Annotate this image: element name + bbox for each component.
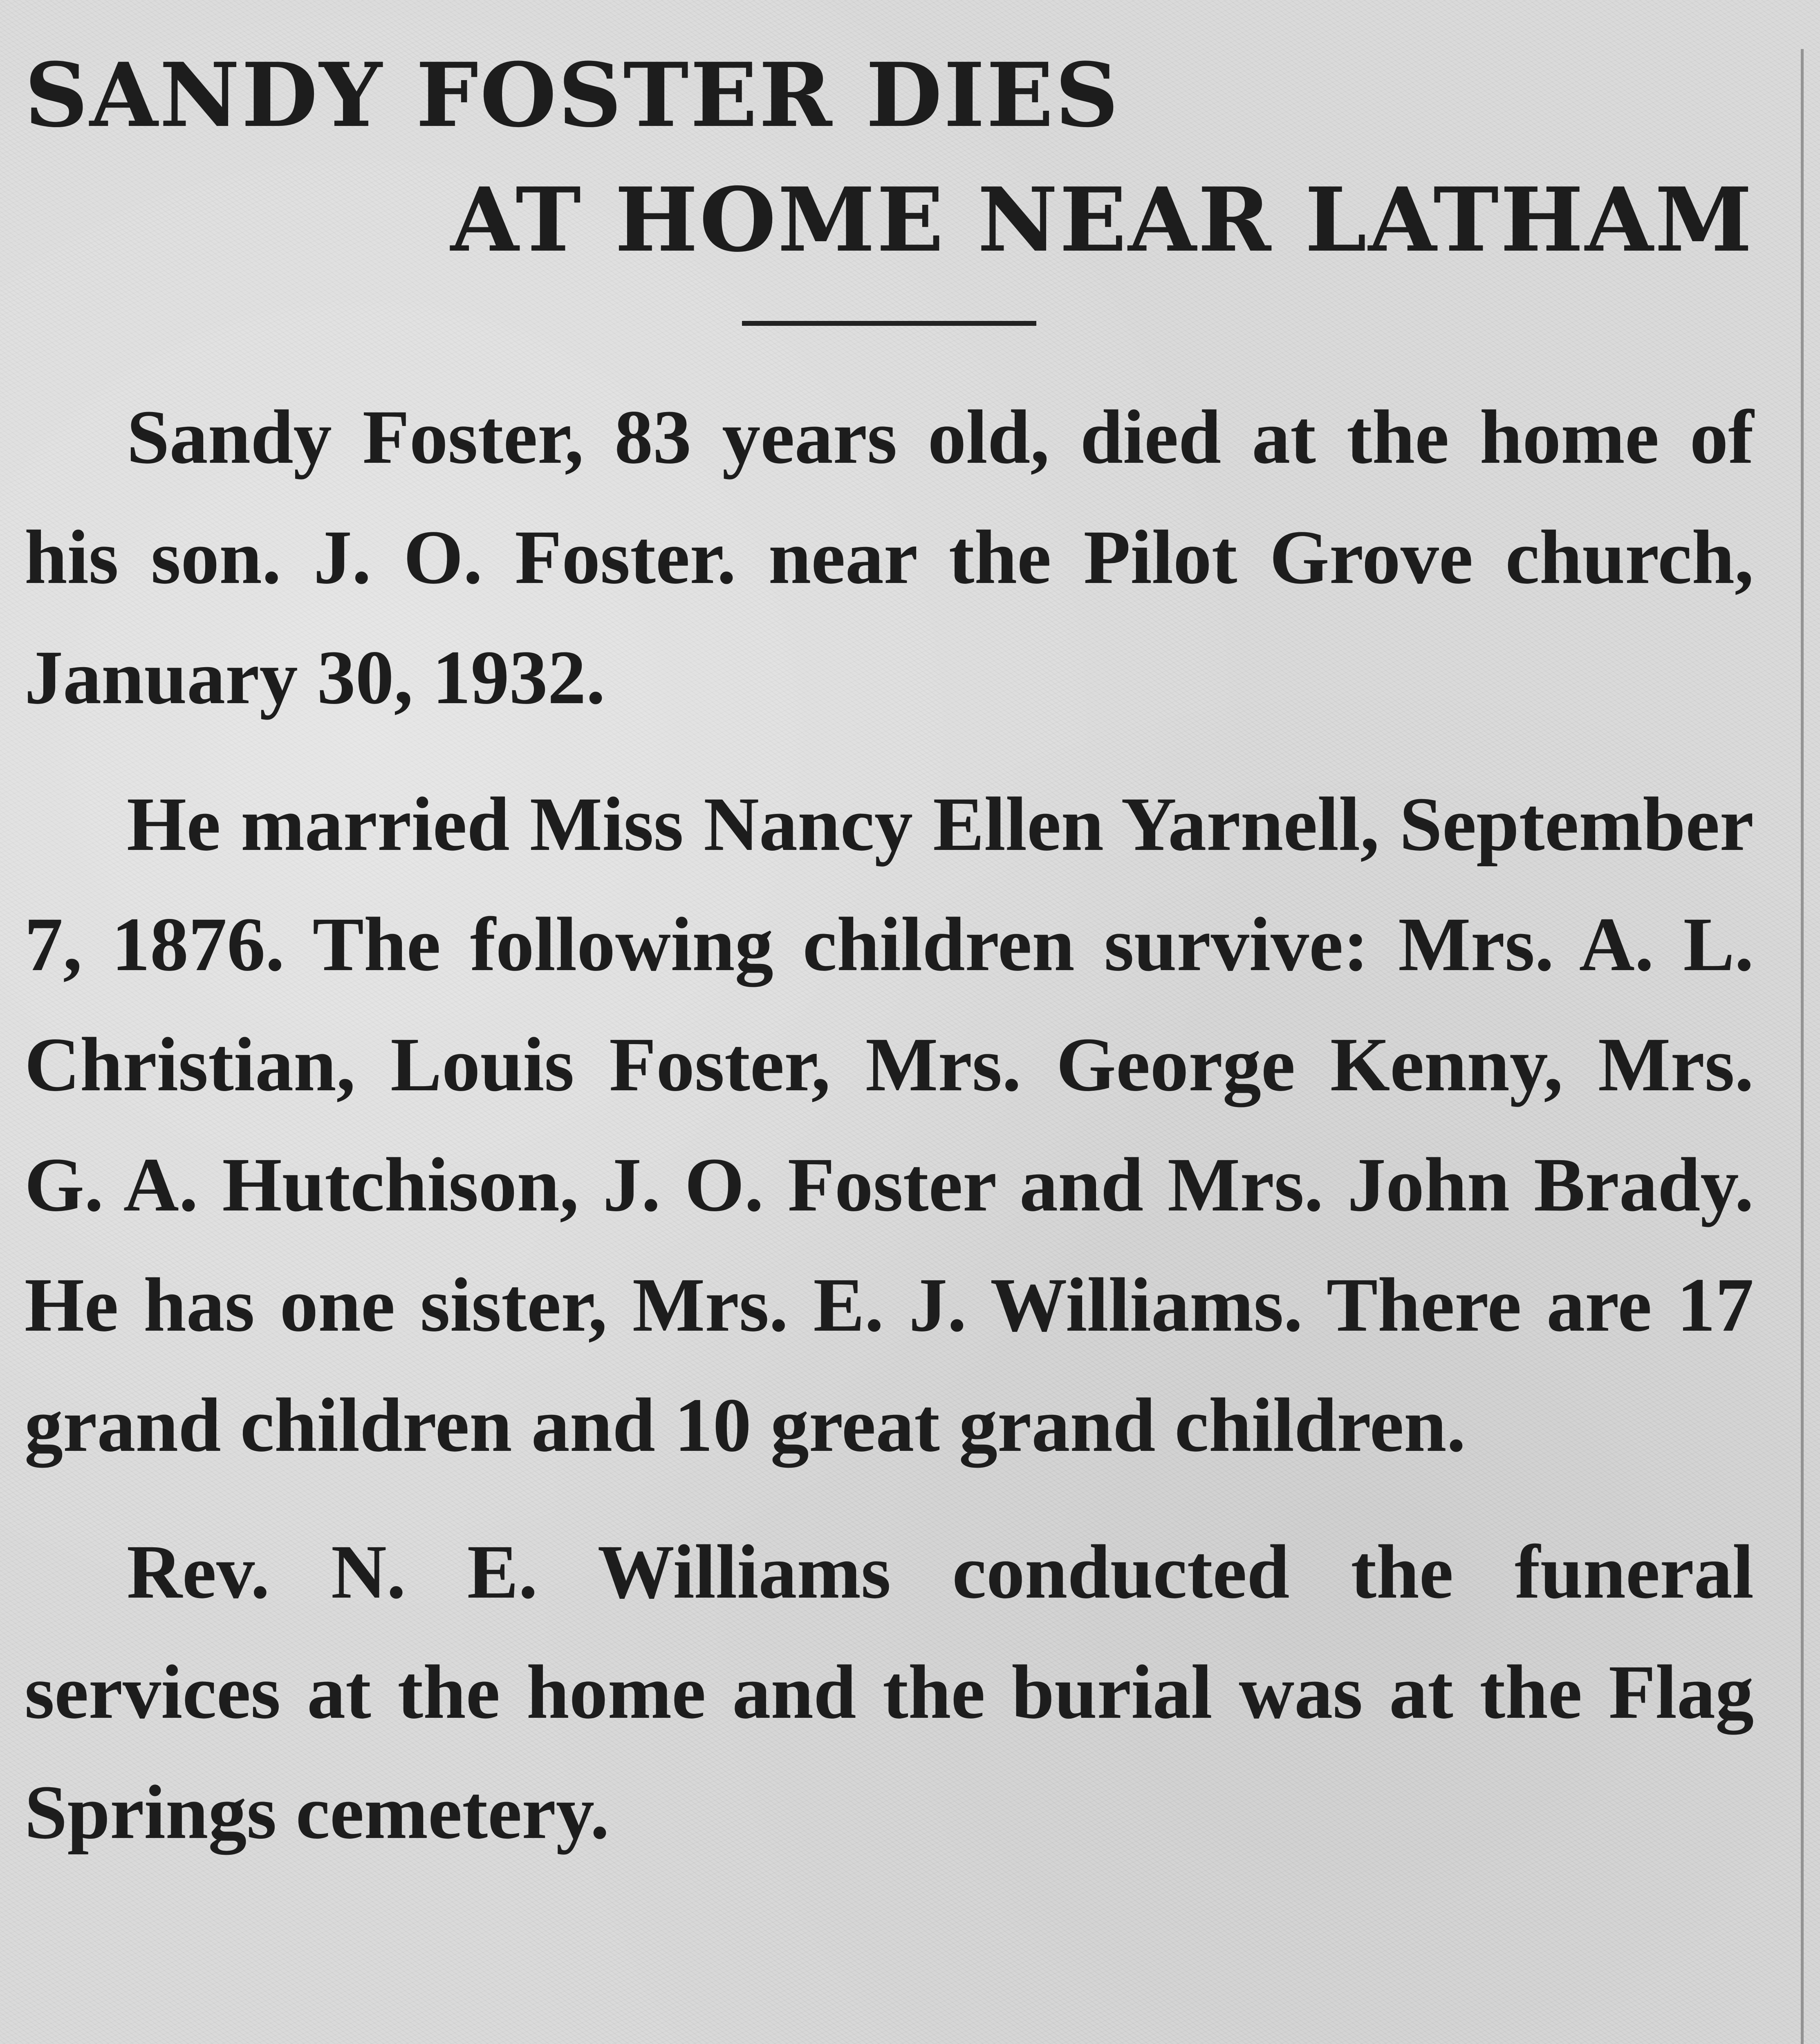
headline: [25, 33, 1754, 282]
paragraph-family: He married Miss Nancy Ellen Yarnell, September 7, 1876. The following children survive: Mrs. A. L. Christian, Louis Foster, Mrs. George Kenny, Mrs. G. A. Hutchison, J. O. Foster and Mrs. John Brady. He has one sister, Mrs. E. J. Williams. There are 17 grand children and 10 great grand children.: [25, 781, 1754, 1468]
article-body: [25, 377, 1754, 1872]
column-rule: [1801, 49, 1804, 2044]
headline-line-2: AT HOME NEAR LATHAM: [451, 168, 1754, 271]
headline-divider: [742, 321, 1036, 326]
obituary-article: [25, 33, 1754, 1899]
headline-line-1: SANDY FOSTER DIES: [25, 43, 1121, 147]
paragraph-death-notice: Sandy Foster, 83 years old, died at the home of his son. J. O. Foster. near the Pilot Grove church, January 30, 1932.: [25, 394, 1754, 720]
paragraph-funeral: Rev. N. E. Williams conducted the funeral services at the home and the burial was at the Flag Springs cemetery.: [25, 1529, 1754, 1855]
